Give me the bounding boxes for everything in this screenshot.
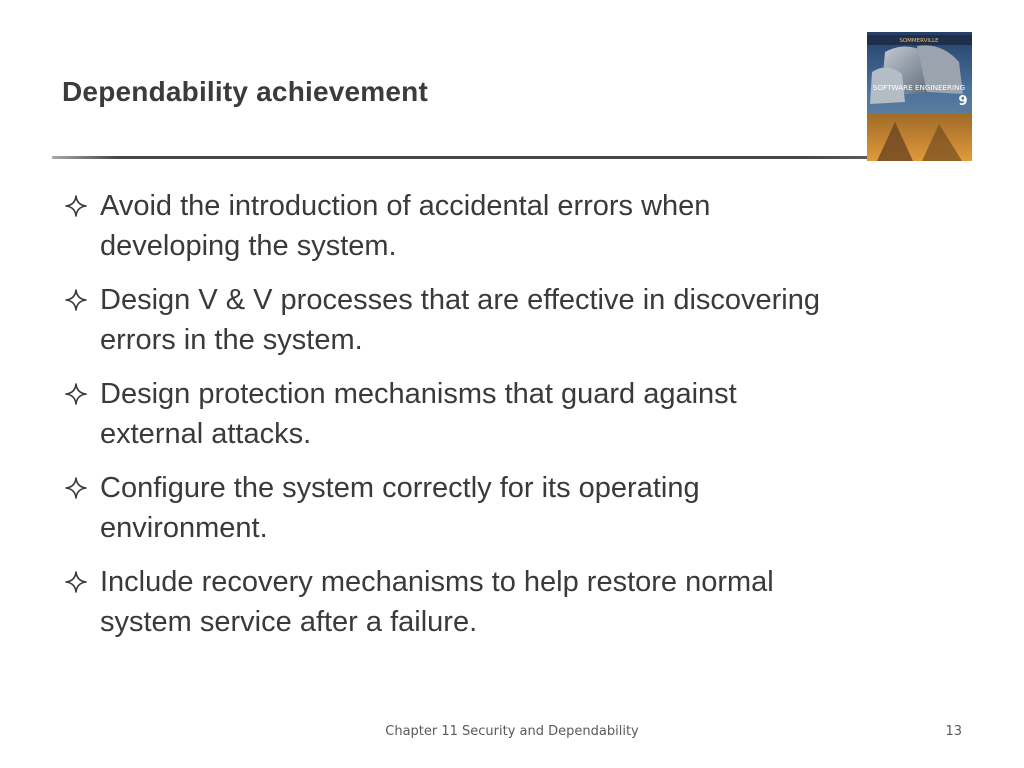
bullet-text: Include recovery mechanisms to help restore normal (100, 566, 774, 598)
slide-title: Dependability achievement (62, 76, 429, 107)
bullet-text: developing the system. (100, 230, 397, 262)
bullet-text: environment. (100, 512, 268, 544)
four-point-star-outline-icon (64, 382, 88, 406)
bullet-text: system service after a failure. (100, 606, 478, 638)
book-author-text: SOMMERVILLE (899, 38, 939, 44)
book-cover-image (867, 32, 972, 161)
bullet-item (60, 562, 960, 642)
bullet-text: Design V & V processes that are effective in discovering (100, 284, 821, 316)
bullet-text: Avoid the introduction of accidental errors when (100, 190, 711, 222)
bullet-text: Configure the system correctly for its operating (100, 472, 700, 504)
four-point-star-outline-icon (64, 288, 88, 312)
book-edition-text: 9 (958, 94, 968, 109)
four-point-star-outline-icon (64, 476, 88, 500)
bullet-item (60, 468, 960, 548)
title-divider (52, 156, 870, 159)
page-number: 13 (945, 724, 962, 739)
bullet-text: external attacks. (100, 418, 312, 450)
bullet-text: Design protection mechanisms that guard against (100, 378, 737, 410)
book-title-text: SOFTWARE ENGINEERING (872, 83, 966, 92)
bullet-item (60, 186, 960, 266)
bullet-text: errors in the system. (100, 324, 363, 356)
four-point-star-outline-icon (64, 570, 88, 594)
bullet-item (60, 374, 960, 454)
bullet-item (60, 280, 960, 360)
footer-chapter-text: Chapter 11 Security and Dependability (385, 724, 639, 739)
four-point-star-outline-icon (64, 194, 88, 218)
bullet-list (60, 186, 960, 656)
